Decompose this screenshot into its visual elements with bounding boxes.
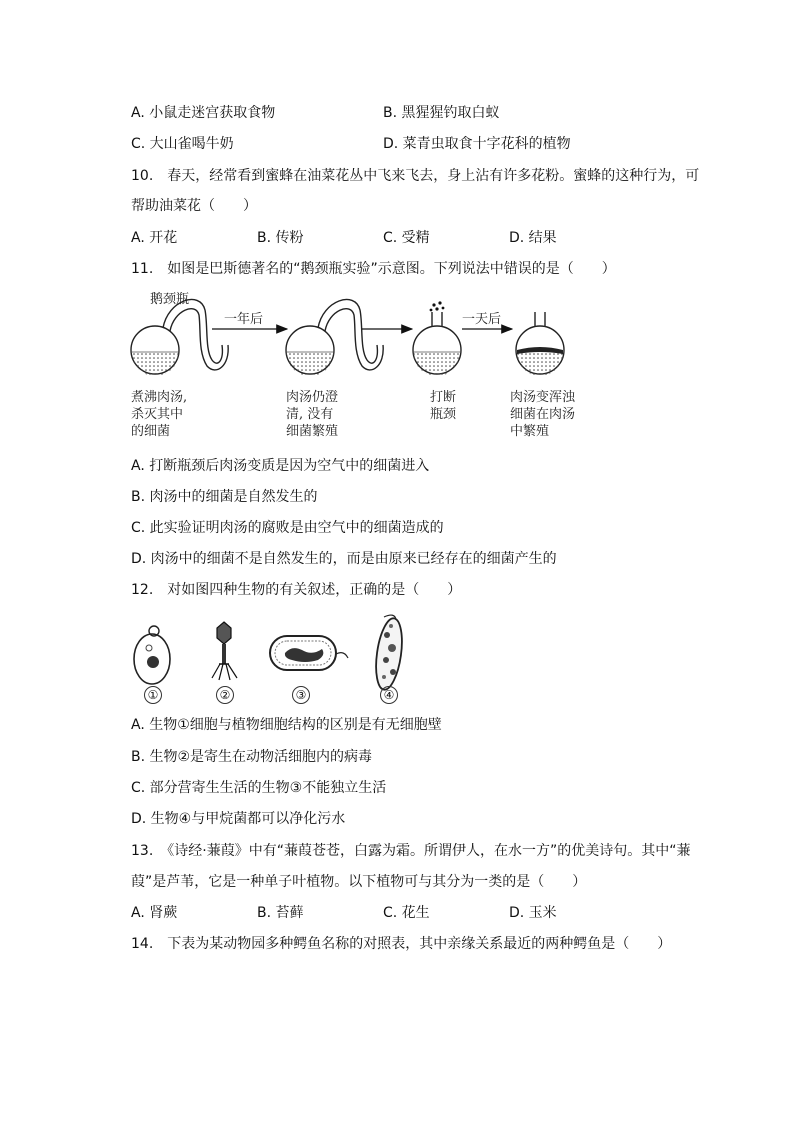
caption-3-line2: 瓶颈 [430, 407, 457, 422]
q10-stem-line1: 10. 春天，经常看到蜜蜂在油菜花丛中飞来飞去，身上沾有许多花粉。蜜蜂的这种行为，可 [131, 168, 700, 184]
q12-option-d: D. 生物④与甲烷菌都可以净化污水 [131, 811, 346, 827]
q12-option-c: C. 部分营寄生生活的生物③不能独立生活 [131, 780, 387, 796]
q11-option-b: B. 肉汤中的细菌是自然发生的 [131, 489, 318, 505]
q13-stem-line2: 葭”是芦苇，它是一种单子叶植物。以下植物可与其分为一类的是（ ） [131, 874, 587, 890]
q10-option-b: B. 传粉 [257, 230, 304, 246]
bacterium-icon [270, 636, 348, 670]
arrow-one-day-label: 一天后 [462, 312, 502, 327]
yeast-cell-icon [134, 626, 170, 684]
q14-stem: 14. 下表为某动物园多种鳄鱼名称的对照表，其中亲缘关系最近的两种鳄鱼是（ ） [131, 936, 672, 952]
q9-option-d: D. 菜青虫取食十字花科的植物 [383, 136, 571, 152]
arrow-one-year-label: 一年后 [224, 312, 264, 327]
q11-option-a: A. 打断瓶颈后肉汤变质是因为空气中的细菌进入 [131, 458, 430, 474]
q10-stem-line2: 帮助油菜花（ ） [131, 198, 257, 214]
q13-option-a: A. 肾蕨 [131, 905, 178, 921]
bacteriophage-icon [212, 622, 237, 680]
caption-4-line2: 细菌在肉汤 [510, 407, 576, 422]
organism-label-4: ④ [380, 686, 398, 704]
organism-label-2: ② [216, 686, 234, 704]
caption-4-line3: 中繁殖 [510, 424, 550, 439]
caption-1-line3: 的细菌 [131, 424, 171, 439]
paramecium-icon [372, 615, 406, 691]
flask-label: 鹅颈瓶 [150, 292, 190, 307]
caption-2-line2: 清, 没有 [286, 407, 334, 422]
q9-option-a: A. 小鼠走迷宫获取食物 [131, 105, 276, 121]
caption-3-line1: 打断 [430, 390, 457, 405]
caption-1-line1: 煮沸肉汤, [131, 390, 188, 405]
q12-option-a: A. 生物①细胞与植物细胞结构的区别是有无细胞壁 [131, 717, 442, 733]
q13-stem-line1: 13. 《诗经·蒹葭》中有“蒹葭苍苍，白露为霜。所谓伊人，在水一方”的优美诗句。其中“蒹 [131, 843, 691, 859]
organism-label-3: ③ [292, 686, 310, 704]
organism-label-1: ① [144, 686, 162, 704]
caption-2-line1: 肉汤仍澄 [286, 390, 339, 405]
q10-option-a: A. 开花 [131, 230, 178, 246]
q13-option-b: B. 苔藓 [257, 905, 304, 921]
caption-2-line3: 细菌繁殖 [286, 424, 339, 439]
q13-option-c: C. 花生 [383, 905, 430, 921]
q12-option-b: B. 生物②是寄生在动物活细胞内的病毒 [131, 749, 373, 765]
q10-option-d: D. 结果 [509, 230, 557, 246]
q11-option-c: C. 此实验证明肉汤的腐败是由空气中的细菌造成的 [131, 520, 444, 536]
caption-1-line2: 杀灭其中 [131, 407, 184, 422]
q12-stem: 12. 对如图四种生物的有关叙述，正确的是（ ） [131, 582, 462, 598]
q13-option-d: D. 玉米 [509, 905, 557, 921]
q11-option-d: D. 肉汤中的细菌不是自然发生的，而是由原来已经存在的细菌产生的 [131, 551, 557, 567]
q9-option-c: C. 大山雀喝牛奶 [131, 136, 234, 152]
q10-option-c: C. 受精 [383, 230, 430, 246]
q11-stem: 11. 如图是巴斯德著名的“鹅颈瓶实验”示意图。下列说法中错误的是（ ） [131, 261, 616, 277]
caption-4-line1: 肉汤变浑浊 [510, 390, 576, 405]
q9-option-b: B. 黑猩猩钓取白蚁 [383, 105, 500, 121]
